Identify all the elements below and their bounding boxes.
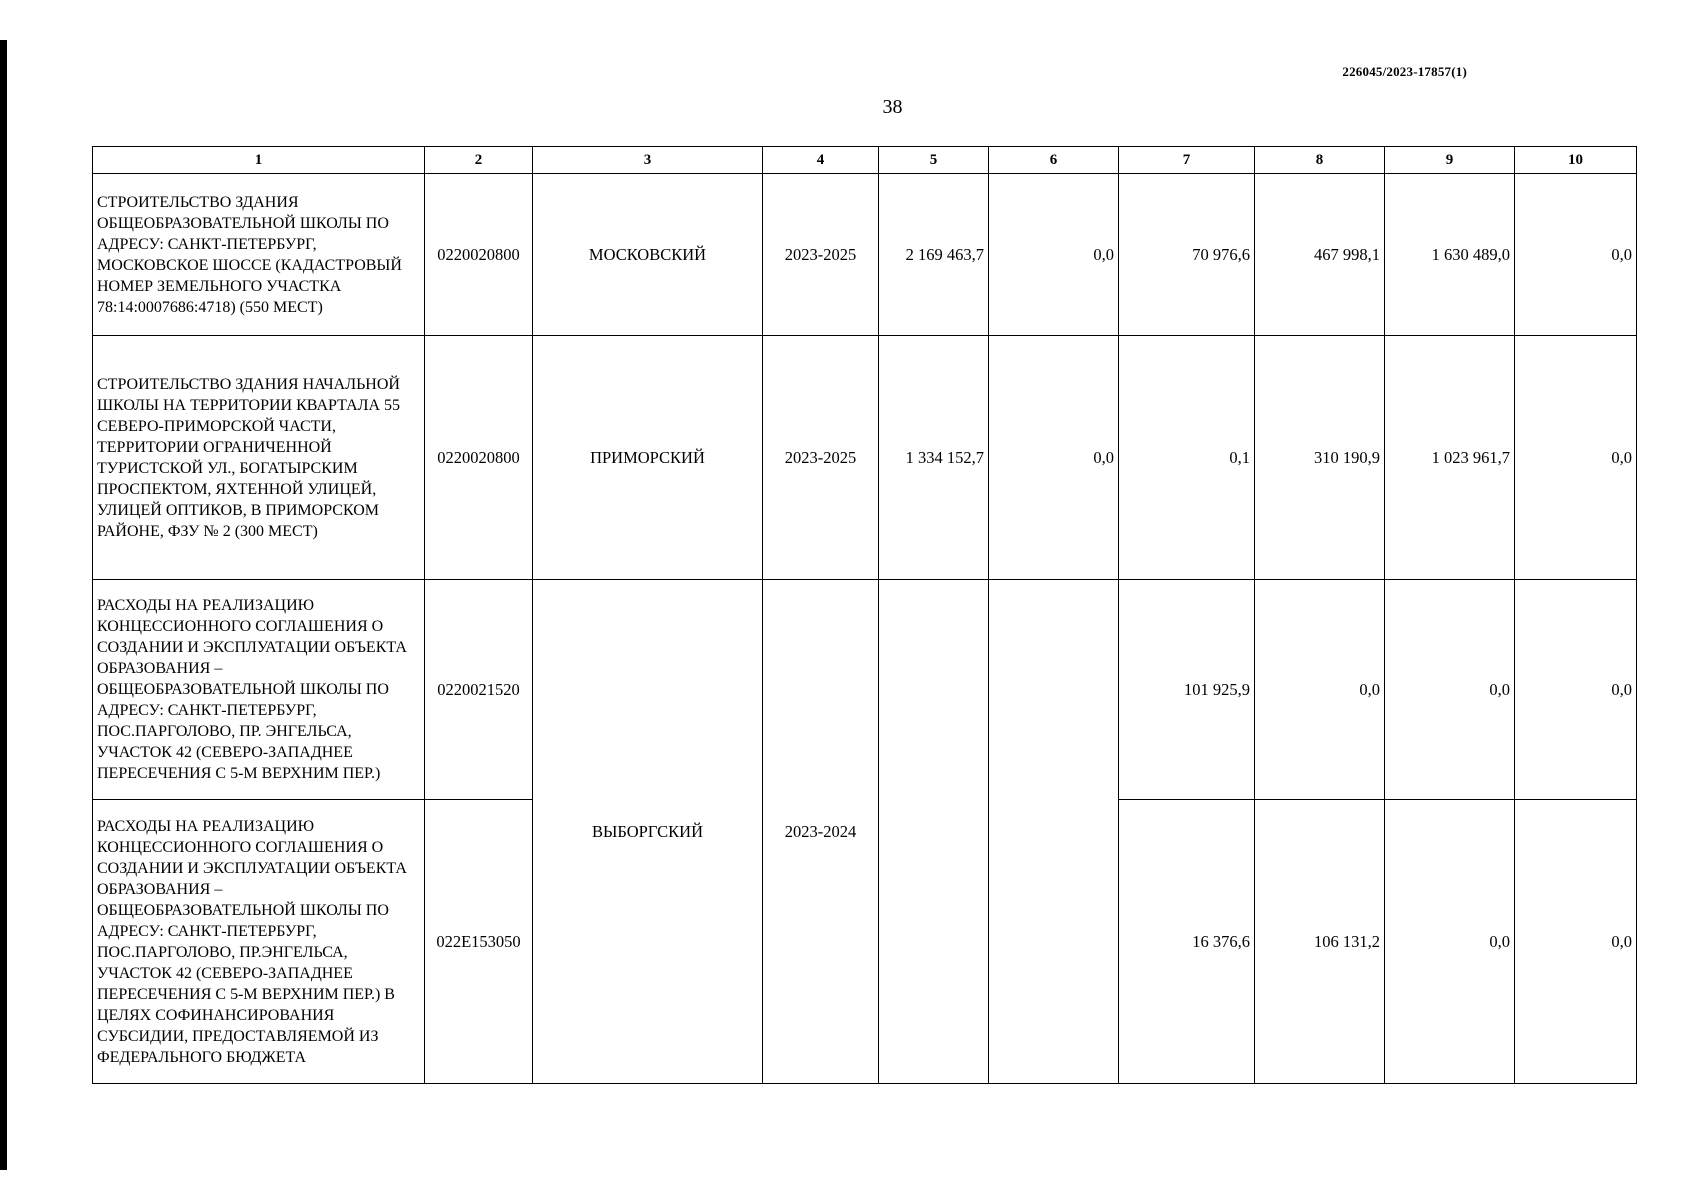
period-cell: 2023-2025 — [763, 174, 879, 336]
district-cell: ПРИМОРСКИЙ — [533, 336, 763, 580]
column-header: 7 — [1119, 147, 1255, 174]
budget-table — [92, 146, 1637, 1084]
table-header-row — [93, 147, 1637, 174]
value-cell-6-empty — [989, 580, 1119, 1084]
value-cell-5: 1 334 152,7 — [879, 336, 989, 580]
table-row — [93, 580, 1637, 800]
budget-code-cell: 0220020800 — [425, 174, 533, 336]
budget-code-cell: 0220021520 — [425, 580, 533, 800]
value-cell-10: 0,0 — [1515, 580, 1637, 800]
period-cell: 2023-2025 — [763, 336, 879, 580]
scan-edge-shadow — [0, 40, 7, 1170]
object-name-cell: РАСХОДЫ НА РЕАЛИЗАЦИЮ КОНЦЕССИОННОГО СОГЛАШЕНИЯ О СОЗДАНИИ И ЭКСПЛУАТАЦИИ ОБЪЕКТА ОБРАЗОВАНИЯ – ОБЩЕОБРАЗОВАТЕЛЬНОЙ ШКОЛЫ ПО АДРЕСУ: САНКТ-ПЕТЕРБУРГ, ПОС.ПАРГОЛОВО, ПР.ЭНГЕЛЬСА, УЧАСТОК 42 (СЕВЕРО-ЗАПАДНЕЕ ПЕРЕСЕЧЕНИЯ С 5-М ВЕРХНИМ ПЕР.) В ЦЕЛЯХ СОФИНАНСИРОВАНИЯ СУБСИДИИ, ПРЕДОСТАВЛЯЕМОЙ ИЗ ФЕДЕРАЛЬНОГО БЮДЖЕТА — [93, 800, 425, 1084]
value-cell-8: 310 190,9 — [1255, 336, 1385, 580]
table-row — [93, 336, 1637, 580]
column-header: 6 — [989, 147, 1119, 174]
column-header: 9 — [1385, 147, 1515, 174]
budget-code-cell: 022E153050 — [425, 800, 533, 1084]
value-cell-6: 0,0 — [989, 174, 1119, 336]
column-header: 4 — [763, 147, 879, 174]
value-cell-6: 0,0 — [989, 336, 1119, 580]
value-cell-9: 1 630 489,0 — [1385, 174, 1515, 336]
column-header: 10 — [1515, 147, 1637, 174]
district-cell: ВЫБОРГСКИЙ — [533, 580, 763, 1084]
value-cell-9: 1 023 961,7 — [1385, 336, 1515, 580]
value-cell-10: 0,0 — [1515, 800, 1637, 1084]
column-header: 3 — [533, 147, 763, 174]
value-cell-9: 0,0 — [1385, 800, 1515, 1084]
value-cell-7: 101 925,9 — [1119, 580, 1255, 800]
object-name-cell: СТРОИТЕЛЬСТВО ЗДАНИЯ НАЧАЛЬНОЙ ШКОЛЫ НА ТЕРРИТОРИИ КВАРТАЛА 55 СЕВЕРО-ПРИМОРСКОЙ ЧАСТИ, ТЕРРИТОРИИ ОГРАНИЧЕННОЙ ТУРИСТСКОЙ УЛ., БОГАТЫРСКИМ ПРОСПЕКТОМ, ЯХТЕННОЙ УЛИЦЕЙ, УЛИЦЕЙ ОПТИКОВ, В ПРИМОРСКОМ РАЙОНЕ, ФЗУ № 2 (300 МЕСТ) — [93, 336, 425, 580]
budget-code-cell: 0220020800 — [425, 336, 533, 580]
value-cell-8: 467 998,1 — [1255, 174, 1385, 336]
value-cell-10: 0,0 — [1515, 174, 1637, 336]
period-cell: 2023-2024 — [763, 580, 879, 1084]
value-cell-7: 70 976,6 — [1119, 174, 1255, 336]
value-cell-8: 0,0 — [1255, 580, 1385, 800]
value-cell-7: 0,1 — [1119, 336, 1255, 580]
value-cell-5: 2 169 463,7 — [879, 174, 989, 336]
column-header: 2 — [425, 147, 533, 174]
value-cell-5-empty — [879, 580, 989, 1084]
value-cell-10: 0,0 — [1515, 336, 1637, 580]
column-header: 5 — [879, 147, 989, 174]
page-number: 38 — [882, 96, 903, 118]
column-header: 8 — [1255, 147, 1385, 174]
document-reference-number: 226045/2023-17857(1) — [1342, 64, 1467, 79]
district-cell: МОСКОВСКИЙ — [533, 174, 763, 336]
value-cell-7: 16 376,6 — [1119, 800, 1255, 1084]
table-row — [93, 174, 1637, 336]
object-name-cell: РАСХОДЫ НА РЕАЛИЗАЦИЮ КОНЦЕССИОННОГО СОГЛАШЕНИЯ О СОЗДАНИИ И ЭКСПЛУАТАЦИИ ОБЪЕКТА ОБРАЗОВАНИЯ – ОБЩЕОБРАЗОВАТЕЛЬНОЙ ШКОЛЫ ПО АДРЕСУ: САНКТ-ПЕТЕРБУРГ, ПОС.ПАРГОЛОВО, ПР. ЭНГЕЛЬСА, УЧАСТОК 42 (СЕВЕРО-ЗАПАДНЕЕ ПЕРЕСЕЧЕНИЯ С 5-М ВЕРХНИМ ПЕР.) — [93, 580, 425, 800]
value-cell-8: 106 131,2 — [1255, 800, 1385, 1084]
value-cell-9: 0,0 — [1385, 580, 1515, 800]
column-header: 1 — [93, 147, 425, 174]
object-name-cell: СТРОИТЕЛЬСТВО ЗДАНИЯ ОБЩЕОБРАЗОВАТЕЛЬНОЙ ШКОЛЫ ПО АДРЕСУ: САНКТ-ПЕТЕРБУРГ, МОСКОВСКОЕ ШОССЕ (КАДАСТРОВЫЙ НОМЕР ЗЕМЕЛЬНОГО УЧАСТКА 78:14:0007686:4718) (550 МЕСТ) — [93, 174, 425, 336]
